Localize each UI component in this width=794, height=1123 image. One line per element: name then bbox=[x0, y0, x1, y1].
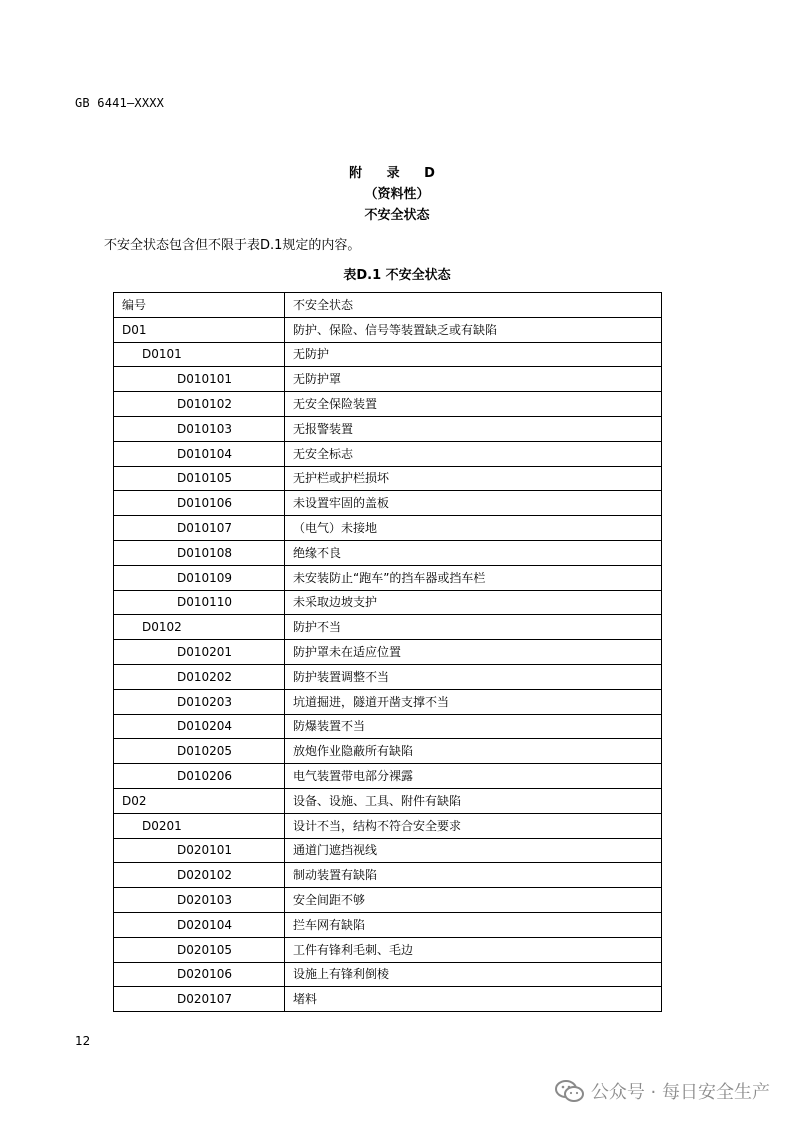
header-code: 编号 bbox=[114, 293, 285, 318]
row-code: D020104 bbox=[114, 912, 285, 937]
table-row bbox=[114, 962, 662, 987]
table-row bbox=[114, 863, 662, 888]
row-description: 无防护罩 bbox=[285, 367, 662, 392]
row-description: 电气装置带电部分裸露 bbox=[285, 764, 662, 789]
row-description: 防护装置调整不当 bbox=[285, 664, 662, 689]
table-row bbox=[114, 416, 662, 441]
row-code: D020106 bbox=[114, 962, 285, 987]
table-row bbox=[114, 838, 662, 863]
row-code: D010106 bbox=[114, 491, 285, 516]
row-code: D010110 bbox=[114, 590, 285, 615]
table-row bbox=[114, 565, 662, 590]
table-row bbox=[114, 714, 662, 739]
row-description: 未安装防止“跑车”的挡车器或挡车栏 bbox=[285, 565, 662, 590]
row-description: 拦车网有缺陷 bbox=[285, 912, 662, 937]
row-description: 未采取边坡支护 bbox=[285, 590, 662, 615]
row-code: D010107 bbox=[114, 516, 285, 541]
table-row bbox=[114, 739, 662, 764]
row-description: 坑道掘进，隧道开凿支撑不当 bbox=[285, 689, 662, 714]
row-description: 无报警装置 bbox=[285, 416, 662, 441]
row-code: D020101 bbox=[114, 838, 285, 863]
table-row bbox=[114, 516, 662, 541]
row-description: 放炮作业隐蔽所有缺陷 bbox=[285, 739, 662, 764]
row-code: D010101 bbox=[114, 367, 285, 392]
row-code: D020105 bbox=[114, 937, 285, 962]
row-description: 设备、设施、工具、附件有缺陷 bbox=[285, 788, 662, 813]
appendix-title: 附 录 D bbox=[349, 166, 445, 181]
row-description: 防爆装置不当 bbox=[285, 714, 662, 739]
table-row bbox=[114, 615, 662, 640]
page-number: 12 bbox=[75, 1034, 91, 1048]
row-code: D020102 bbox=[114, 863, 285, 888]
table-row bbox=[114, 912, 662, 937]
row-description: 防护不当 bbox=[285, 615, 662, 640]
table-row bbox=[114, 664, 662, 689]
row-code: D010203 bbox=[114, 689, 285, 714]
row-description: 设施上有锋利倒棱 bbox=[285, 962, 662, 987]
row-code: D010202 bbox=[114, 664, 285, 689]
table-row bbox=[114, 491, 662, 516]
table-row bbox=[114, 441, 662, 466]
row-description: 绝缘不良 bbox=[285, 540, 662, 565]
table-row bbox=[114, 367, 662, 392]
table-row bbox=[114, 466, 662, 491]
row-description: 无防护 bbox=[285, 342, 662, 367]
row-code: D010102 bbox=[114, 392, 285, 417]
wechat-icon bbox=[555, 1079, 585, 1103]
row-code: D020103 bbox=[114, 888, 285, 913]
watermark-text: 公众号 · 每日安全生产 bbox=[590, 1082, 770, 1103]
table-row bbox=[114, 317, 662, 342]
table-row bbox=[114, 764, 662, 789]
row-description: 无安全保险装置 bbox=[285, 392, 662, 417]
row-code: D0201 bbox=[114, 813, 285, 838]
table-row bbox=[114, 689, 662, 714]
table-row bbox=[114, 392, 662, 417]
row-code: D0102 bbox=[114, 615, 285, 640]
table-row bbox=[114, 937, 662, 962]
table-row bbox=[114, 342, 662, 367]
table-row bbox=[114, 987, 662, 1012]
row-code: D01 bbox=[114, 317, 285, 342]
row-code: D010105 bbox=[114, 466, 285, 491]
row-description: 防护、保险、信号等装置缺乏或有缺陷 bbox=[285, 317, 662, 342]
table-row bbox=[114, 788, 662, 813]
row-description: 设计不当，结构不符合安全要求 bbox=[285, 813, 662, 838]
table-row bbox=[114, 590, 662, 615]
row-code: D020107 bbox=[114, 987, 285, 1012]
row-description: 无安全标志 bbox=[285, 441, 662, 466]
row-code: D02 bbox=[114, 788, 285, 813]
table-row bbox=[114, 540, 662, 565]
row-code: D0101 bbox=[114, 342, 285, 367]
row-code: D010206 bbox=[114, 764, 285, 789]
header-desc: 不安全状态 bbox=[285, 293, 662, 318]
row-code: D010109 bbox=[114, 565, 285, 590]
row-description: 防护罩未在适应位置 bbox=[285, 640, 662, 665]
row-code: D010103 bbox=[114, 416, 285, 441]
row-description: 制动装置有缺陷 bbox=[285, 863, 662, 888]
row-description: 通道门遮挡视线 bbox=[285, 838, 662, 863]
appendix-nature: （资料性） bbox=[364, 187, 430, 202]
table-row bbox=[114, 640, 662, 665]
row-description: 未设置牢固的盖板 bbox=[285, 491, 662, 516]
row-description: 安全间距不够 bbox=[285, 888, 662, 913]
table-caption: 表D.1 不安全状态 bbox=[343, 268, 451, 283]
row-code: D010204 bbox=[114, 714, 285, 739]
row-description: 无护栏或护栏损坏 bbox=[285, 466, 662, 491]
row-description: 堵料 bbox=[285, 987, 662, 1012]
intro-paragraph: 不安全状态包含但不限于表D.1规定的内容。 bbox=[104, 238, 361, 253]
table-row bbox=[114, 888, 662, 913]
table-header-row bbox=[114, 293, 662, 318]
row-description: （电气）未接地 bbox=[285, 516, 662, 541]
watermark bbox=[555, 1078, 770, 1104]
row-code: D010201 bbox=[114, 640, 285, 665]
table-row bbox=[114, 813, 662, 838]
row-description: 工件有锋利毛刺、毛边 bbox=[285, 937, 662, 962]
appendix-name: 不安全状态 bbox=[364, 208, 430, 223]
document-id: GB 6441—XXXX bbox=[75, 96, 165, 110]
row-code: D010104 bbox=[114, 441, 285, 466]
unsafe-state-table bbox=[113, 292, 662, 1012]
row-code: D010205 bbox=[114, 739, 285, 764]
row-code: D010108 bbox=[114, 540, 285, 565]
